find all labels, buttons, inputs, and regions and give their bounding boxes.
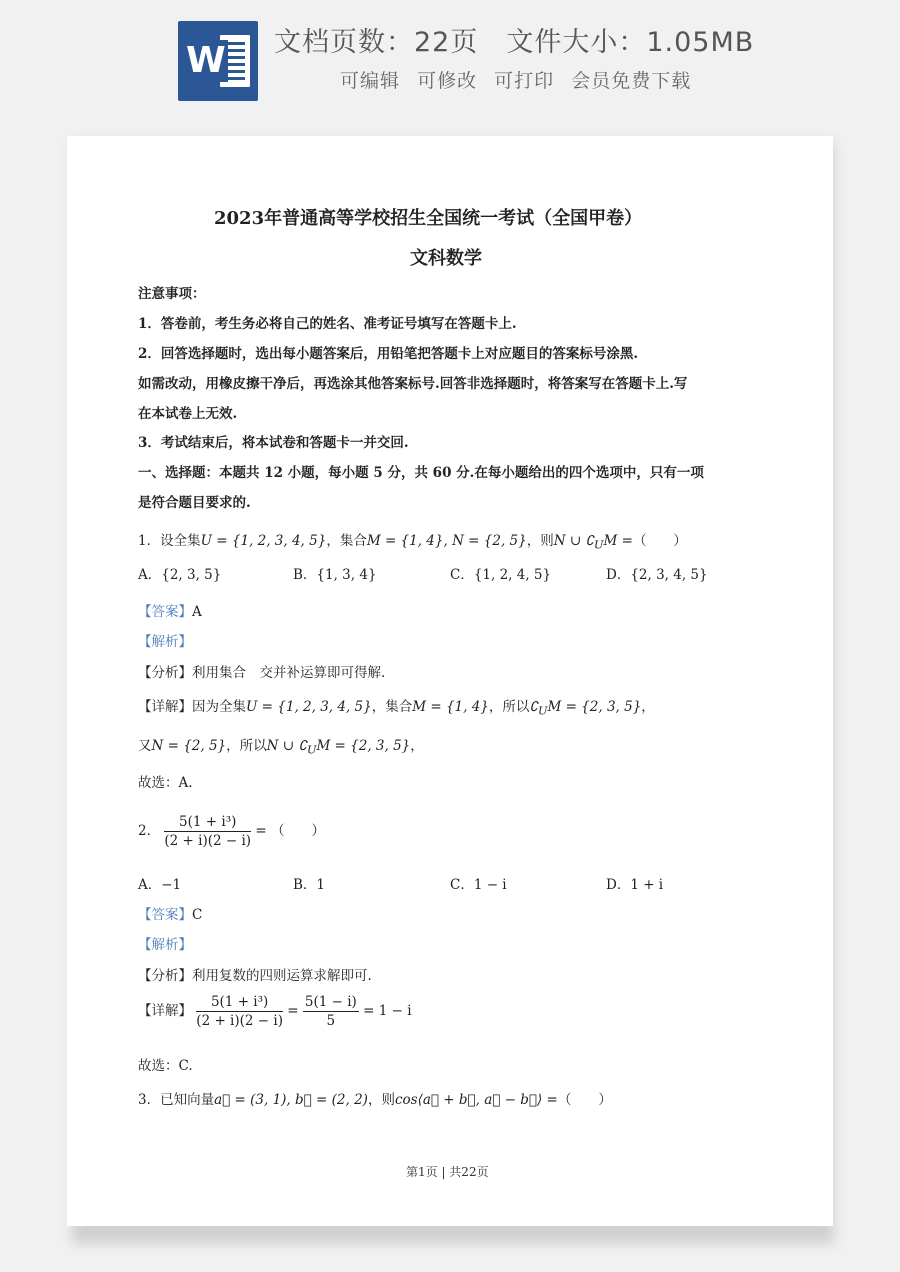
q1-detail-set-u: U = {1, 2, 3, 4, 5}: [246, 699, 372, 715]
q1-detail-sub: U: [537, 704, 548, 718]
q1-analysis-tag: 【解析】: [138, 634, 192, 650]
feature-modifiable: 可修改: [417, 70, 478, 92]
document-page: [67, 136, 833, 1226]
word-logo-letter: W: [186, 40, 228, 82]
notice-heading: 注意事项：: [138, 286, 206, 302]
feature-editable: 可编辑: [340, 70, 401, 92]
notice-2-end: 在本试卷上无效.: [138, 406, 238, 422]
q2-detail-fraction-1: [196, 994, 283, 1029]
q1-fenxi: 【分析】利用集合 交并补运算即可得解.: [138, 665, 386, 681]
q1-line2-result: M = {2, 3, 5}: [316, 738, 411, 754]
section-1-heading: 一、选择题：本题共 12 小题，每小题 5 分，共 60 分.在每小题给出的四个选项中，只有一项: [138, 465, 704, 481]
q1-line2-set-n: N = {2, 5}: [151, 738, 227, 754]
q1-detail-line2: [138, 734, 424, 757]
q1-line2-text: 又: [138, 738, 152, 754]
q1-paren: （ ）: [632, 533, 687, 549]
page-count-label: 文档页数：22页: [274, 27, 479, 58]
q1-detail-text3: ，所以: [488, 699, 530, 715]
q1-option-d: D．{2, 3, 4, 5}: [606, 567, 708, 583]
notice-2-cont: 如需改动，用橡皮擦干净后，再选涂其他答案标号.回答非选择题时，将答案写在答题卡上.写: [138, 376, 688, 392]
q1-detail-line1: [138, 695, 655, 718]
q2-detail-tag: 【详解】: [138, 1003, 192, 1019]
q2-detail-num2: 5(1 − i): [304, 994, 357, 1010]
section-1-heading-cont: 是符合题目要求的.: [138, 495, 251, 511]
q1-set-u: U = {1, 2, 3, 4, 5}: [200, 533, 327, 549]
q3-then: ，则: [367, 1092, 395, 1108]
q1-expr-sub: U: [594, 538, 604, 552]
q2-detail-den1: (2 + i)(2 − i): [196, 1013, 283, 1029]
q1-answer: [138, 600, 202, 620]
exam-subtitle: 文科数学: [410, 248, 482, 269]
answer-tag: 【答案】: [138, 604, 192, 620]
q2-fraction: [164, 814, 251, 849]
q2-detail: [138, 994, 412, 1029]
q2-detail-fraction-2: [303, 994, 359, 1029]
q2-denominator: (2 + i)(2 − i): [164, 833, 252, 849]
answer-tag: 【答案】: [138, 907, 192, 923]
q2-eq: = （ ）: [255, 823, 325, 839]
q1-detail-text: 【详解】因为全集: [138, 699, 246, 715]
q1-mid: ，集合: [326, 533, 367, 549]
notice-1: 1．答卷前，考生务必将自己的姓名、准考证号填写在答题卡上.: [138, 316, 517, 332]
q2-detail-den2: 5: [326, 1013, 336, 1029]
banner-title: [274, 20, 754, 59]
q1-line2-comma: ，: [410, 738, 424, 754]
q1-option-b: B．{1, 3, 4}: [293, 567, 377, 583]
q2-detail-num1: 5(1 + i³): [196, 994, 283, 1012]
q3-prefix: 3．已知向量: [138, 1092, 215, 1108]
q2-analysis-tag: 【解析】: [138, 937, 192, 953]
q2-fenxi: 【分析】利用复数的四则运算求解即可.: [138, 968, 372, 984]
q2-detail-eq2: = 1 − i: [363, 1003, 412, 1019]
q2-option-c: C．1 − i: [450, 877, 507, 893]
question-1-stem: [138, 529, 687, 552]
q1-line2-sub: U: [306, 743, 317, 757]
q2-detail-eq1: =: [287, 1003, 299, 1019]
feature-member-download: 会员免费下载: [571, 70, 692, 92]
q1-conclusion: 故选：A.: [138, 775, 193, 791]
page-footer: 第1页 | 共22页: [406, 1165, 489, 1179]
q1-prefix: 1．设全集: [138, 533, 201, 549]
word-document-icon: [178, 21, 258, 101]
q3-vectors: a⃗ = (3, 1), b⃗ = (2, 2): [214, 1092, 368, 1108]
notice-3: 3．考试结束后，将本试卷和答题卡一并交回.: [138, 435, 409, 451]
question-2-stem: [138, 814, 325, 849]
q2-option-b: B．1: [293, 877, 326, 893]
download-banner: [0, 0, 900, 120]
q1-answer-value: A: [192, 604, 202, 620]
exam-title: 2023年普通高等学校招生全国统一考试（全国甲卷）: [214, 208, 643, 229]
q1-expr: N ∪ ∁: [553, 533, 595, 549]
q3-paren: （ ）: [557, 1092, 612, 1108]
q1-then: ，则: [526, 533, 554, 549]
q1-detail-text2: ，集合: [371, 699, 413, 715]
q1-detail-set-m: M = {1, 4}: [412, 699, 489, 715]
q2-answer-value: C: [192, 907, 203, 923]
q1-option-c: C．{1, 2, 4, 5}: [450, 567, 552, 583]
q1-detail-result: M = {2, 3, 5}: [547, 699, 642, 715]
q2-numerator: 5(1 + i³): [164, 814, 251, 832]
q1-detail-comma: ，: [641, 699, 655, 715]
q2-answer: [138, 903, 202, 923]
feature-list: [340, 66, 701, 93]
q1-line2-expr: N ∪ ∁: [266, 738, 307, 754]
q2-number: 2．: [138, 823, 161, 839]
q3-expr: cos⟨a⃗ + b⃗, a⃗ − b⃗⟩ =: [394, 1092, 558, 1108]
q1-expr-end: M =: [603, 533, 633, 549]
q1-line2-text2: ，所以: [226, 738, 267, 754]
q2-option-a: A．−1: [138, 877, 182, 893]
q1-sets-mn: M = {1, 4}, N = {2, 5}: [366, 533, 527, 549]
q2-option-d: D．1 + i: [606, 877, 664, 893]
q1-option-a: A．{2, 3, 5}: [138, 567, 222, 583]
q1-detail-complement: ∁: [529, 699, 538, 715]
file-size-label: 文件大小：1.05MB: [506, 27, 755, 58]
question-3-stem: [138, 1088, 612, 1108]
feature-printable: 可打印: [494, 70, 555, 92]
q2-conclusion: 故选：C.: [138, 1058, 193, 1074]
notice-2: 2．回答选择题时，选出每小题答案后，用铅笔把答题卡上对应题目的答案标号涂黑.: [138, 346, 639, 362]
